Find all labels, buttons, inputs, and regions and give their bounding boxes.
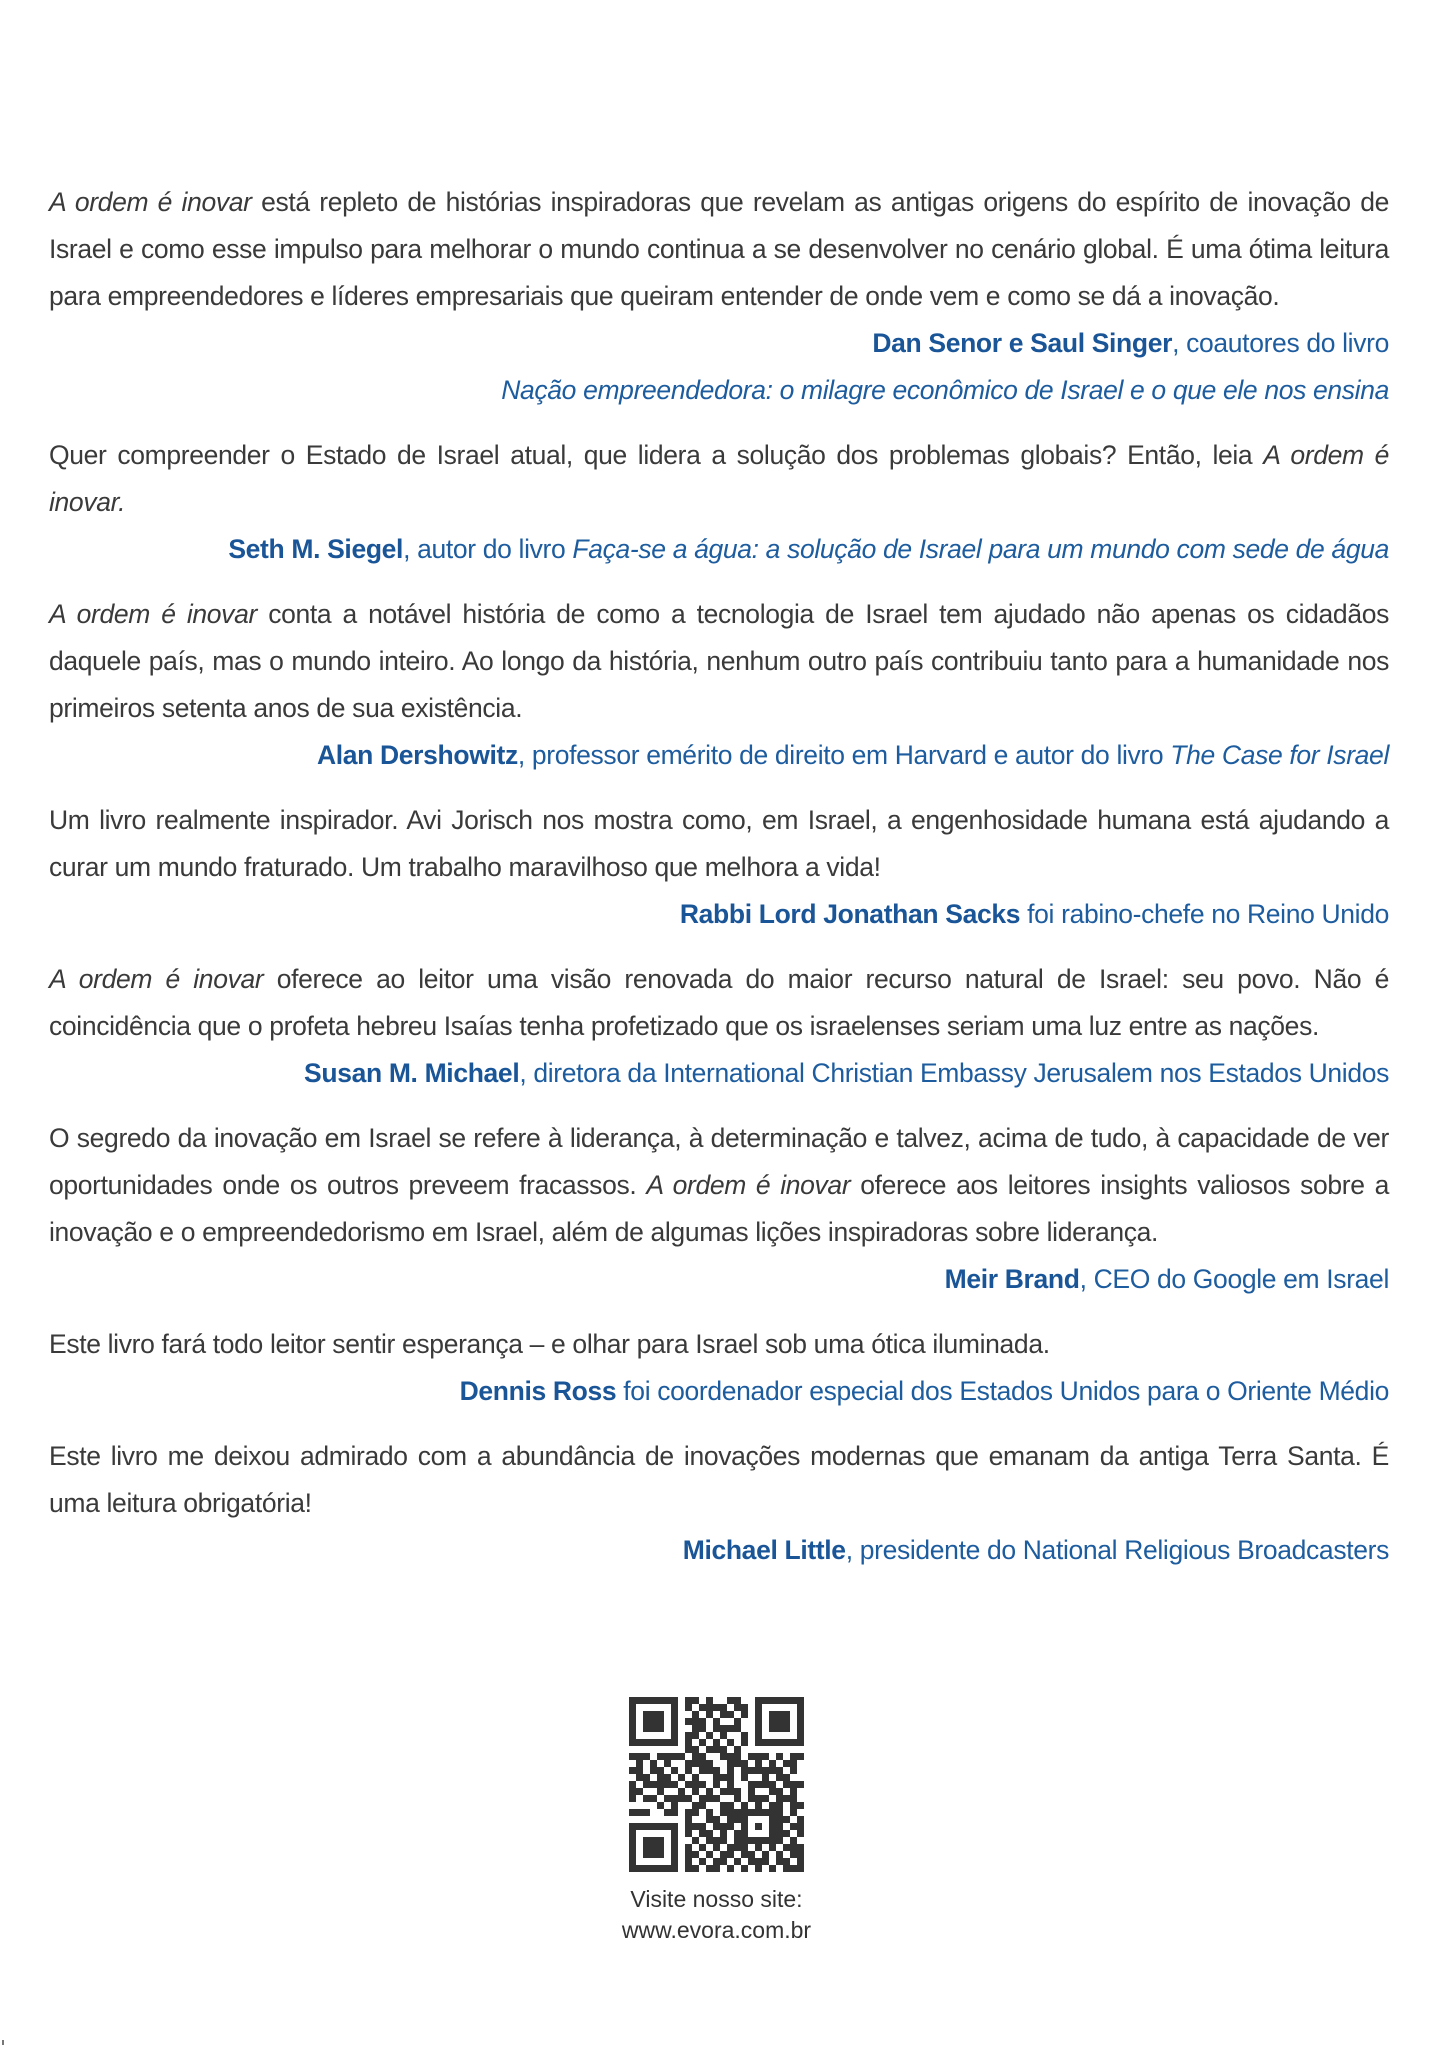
author-name: Dan Senor e Saul Singer: [872, 328, 1173, 358]
quote-text: Este livro fará todo leitor sentir esperança – e olhar para Israel sob uma ótica iluminada.: [49, 1329, 1050, 1359]
quote-text: Um livro realmente inspirador. Avi Jorisch nos mostra como, em Israel, a engenhosidade humana está ajudando a curar um mundo fraturado. Um trabalho maravilhoso que melhora a vida!: [49, 805, 1389, 882]
endorsement-quote: [49, 1321, 1389, 1368]
author-book-title: The Case for Israel: [1170, 740, 1389, 770]
endorsement-quote: [49, 432, 1389, 526]
endorsement-attribution: [49, 526, 1389, 573]
author-name: Susan M. Michael: [304, 1058, 520, 1088]
endorsement: [49, 179, 1389, 414]
endorsement-attribution: [49, 732, 1389, 779]
book-title: A ordem é inovar: [646, 1170, 851, 1200]
author-role: foi coordenador especial dos Estados Unidos para o Oriente Médio: [616, 1376, 1389, 1406]
book-title: A ordem é inovar: [49, 599, 257, 629]
endorsement-attribution: [49, 1050, 1389, 1097]
footer: [0, 1697, 1433, 1946]
endorsement: [49, 432, 1389, 573]
endorsement-quote: [49, 1115, 1389, 1256]
endorsement-quote: [49, 956, 1389, 1050]
author-role: , autor do livro: [403, 534, 573, 564]
quote-text: Quer compreender o Estado de Israel atual, que lidera a solução dos problemas globais? Então, leia: [49, 440, 1264, 470]
endorsement-quote: [49, 797, 1389, 891]
site-url-link[interactable]: www.evora.com.br: [621, 1917, 812, 1943]
endorsement: [49, 797, 1389, 938]
endorsement-quote: [49, 591, 1389, 732]
endorsement-attribution: [49, 891, 1389, 938]
author-book-title: Nação empreendedora: o milagre econômico de Israel e o que ele nos ensina: [501, 375, 1389, 405]
endorsement-quote: [49, 179, 1389, 320]
author-role: , presidente do National Religious Broadcasters: [845, 1535, 1389, 1565]
author-name: Rabbi Lord Jonathan Sacks: [679, 899, 1021, 929]
visit-site-label: Visite nosso site:: [630, 1886, 803, 1912]
quote-text: está repleto de histórias inspiradoras que revelam as antigas origens do espírito de inovação de Israel e como esse impulso para melhorar o mundo continua a se desenvolver no cenário global. É uma ótima leitura para empreendedores e líderes empresariais que queiram entender de onde vem e como se dá a inovação.: [49, 187, 1389, 311]
author-name: Alan Dershowitz: [316, 740, 518, 770]
endorsement-quote: [49, 1433, 1389, 1527]
endorsement: [49, 591, 1389, 779]
endorsement: [49, 1433, 1389, 1574]
author-role: foi rabino-chefe no Reino Unido: [1020, 899, 1389, 929]
book-title: A ordem é inovar: [49, 187, 252, 217]
author-book-title: Faça-se a água: a solução de Israel para um mundo com sede de água: [572, 534, 1389, 564]
endorsement-list: [49, 179, 1389, 1574]
qr-code-icon[interactable]: [629, 1697, 804, 1872]
quote-text: O segredo da inovação em Israel se refere à liderança, à determinação e talvez, acima de tudo, à capacidade de ver oportunidades onde os outros preveem fracassos.: [49, 1123, 1389, 1200]
endorsement: [49, 956, 1389, 1097]
author-name: Meir Brand: [944, 1264, 1080, 1294]
crop-mark: [2, 2040, 4, 2045]
book-title: A ordem é inovar: [49, 964, 264, 994]
endorsement-attribution: [49, 320, 1389, 414]
author-role: , diretora da International Christian Embassy Jerusalem nos Estados Unidos: [519, 1058, 1389, 1088]
site-info: [622, 1884, 811, 1946]
endorsement: [49, 1115, 1389, 1303]
author-name: Seth M. Siegel: [228, 534, 404, 564]
quote-text: oferece ao leitor uma visão renovada do maior recurso natural de Israel: seu povo. Não é coincidência que o profeta hebreu Isaías tenha profetizado que os israelenses seriam uma luz entre as nações.: [49, 964, 1389, 1041]
quote-text: Este livro me deixou admirado com a abundância de inovações modernas que emanam da antiga Terra Santa. É uma leitura obrigatória!: [49, 1441, 1389, 1518]
author-name: Michael Little: [682, 1535, 846, 1565]
endorsement-attribution: [49, 1256, 1389, 1303]
author-role: , CEO do Google em Israel: [1079, 1264, 1389, 1294]
quote-text: conta a notável história de como a tecnologia de Israel tem ajudado não apenas os cidadãos daquele país, mas o mundo inteiro. Ao longo da história, nenhum outro país contribuiu tanto para a humanidade nos primeiros setenta anos de sua existência.: [49, 599, 1389, 723]
book-title: A ordem é inovar.: [49, 440, 1389, 517]
author-role: , coautores do livro: [1172, 328, 1389, 358]
endorsements-page: [49, 179, 1389, 1592]
author-role: , professor emérito de direito em Harvard e autor do livro: [517, 740, 1171, 770]
endorsement-attribution: [49, 1527, 1389, 1574]
author-name: Dennis Ross: [459, 1376, 617, 1406]
quote-text: oferece aos leitores insights valiosos sobre a inovação e o empreendedorismo em Israel, além de algumas lições inspiradoras sobre liderança.: [49, 1170, 1389, 1247]
endorsement: [49, 1321, 1389, 1415]
endorsement-attribution: [49, 1368, 1389, 1415]
